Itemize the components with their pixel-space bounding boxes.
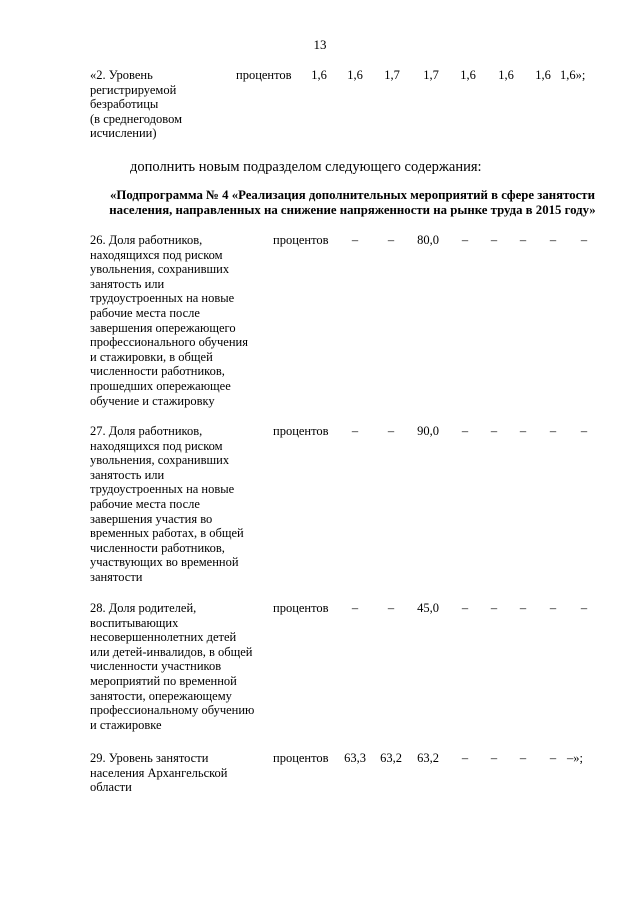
row-27-label: 27. Доля работников, находящихся под риском увольнения, сохранивших занятость или трудоустроенных на новые рабочие места после завершения участия во временных работах, в общей численности работников, участвующих во временной занятости	[90, 424, 244, 584]
top-row-value-2: 1,6	[347, 68, 363, 82]
row-28-value-1: –	[351, 601, 359, 615]
row-28-unit: процентов	[273, 601, 329, 615]
subprogram-heading: «Подпрограмма № 4 «Реализация дополнительных мероприятий в сфере занятости населения, направленных на снижение напряженности на рынке труда в 2015 году»	[109, 188, 596, 217]
row-26-value-6: –	[519, 233, 527, 247]
row-27-value-4: –	[461, 424, 469, 438]
row-26-value-7: –	[549, 233, 557, 247]
row-29-unit: процентов	[273, 751, 329, 765]
page-number: 13	[313, 37, 327, 52]
row-29-value-2: 63,2	[380, 751, 402, 765]
top-row-label: «2. Уровень регистрируемой безработицы (в среднегодовом исчислении)	[90, 68, 183, 141]
row-28-label: 28. Доля родителей, воспитывающих несовершеннолетних детей или детей-инвалидов, в общей численности участников мероприятий по временной занятости, опережающему профессиональному обучению и стажировке	[90, 601, 255, 732]
row-27-value-1: –	[351, 424, 359, 438]
row-29-label: 29. Уровень занятости населения Архангельской области	[90, 751, 228, 795]
row-26-value-4: –	[461, 233, 469, 247]
row-28-value-8: –	[580, 601, 588, 615]
row-29-value-8: –»;	[567, 751, 583, 765]
row-28-value-6: –	[519, 601, 527, 615]
top-row-value-5: 1,6	[460, 68, 476, 82]
row-28-value-5: –	[490, 601, 498, 615]
top-row-value-4: 1,7	[423, 68, 439, 82]
row-26-value-2: –	[387, 233, 395, 247]
row-29-value-6: –	[519, 751, 527, 765]
row-29-value-1: 63,3	[344, 751, 366, 765]
row-28-value-7: –	[549, 601, 557, 615]
row-27-unit: процентов	[273, 424, 329, 438]
top-row-value-8: 1,6»;	[560, 68, 586, 82]
row-29-value-5: –	[490, 751, 498, 765]
row-26-value-1: –	[351, 233, 359, 247]
top-row-value-6: 1,6	[498, 68, 514, 82]
row-28-value-4: –	[461, 601, 469, 615]
row-26-unit: процентов	[273, 233, 329, 247]
top-row-unit: процентов	[236, 68, 292, 82]
row-26-label: 26. Доля работников, находящихся под риском увольнения, сохранивших занятость или трудоустроенных на новые рабочие места после завершения опережающего профессионального обучения и стажировки, в общей численности работников, прошедших опережающее обучение и стажировку	[90, 233, 248, 408]
row-27-value-7: –	[549, 424, 557, 438]
row-26-value-8: –	[580, 233, 588, 247]
row-27-value-3: 90,0	[417, 424, 439, 438]
row-27-value-2: –	[387, 424, 395, 438]
intro-text: дополнить новым подразделом следующего содержания:	[130, 159, 482, 175]
top-row-value-7: 1,6	[535, 68, 551, 82]
row-27-value-8: –	[580, 424, 588, 438]
row-29-value-3: 63,2	[417, 751, 439, 765]
row-27-value-6: –	[519, 424, 527, 438]
top-row-value-3: 1,7	[384, 68, 400, 82]
top-row-value-1: 1,6	[311, 68, 327, 82]
row-26-value-5: –	[490, 233, 498, 247]
row-29-value-7: –	[549, 751, 557, 765]
row-27-value-5: –	[490, 424, 498, 438]
row-26-value-3: 80,0	[417, 233, 439, 247]
row-28-value-2: –	[387, 601, 395, 615]
row-28-value-3: 45,0	[417, 601, 439, 615]
row-29-value-4: –	[461, 751, 469, 765]
